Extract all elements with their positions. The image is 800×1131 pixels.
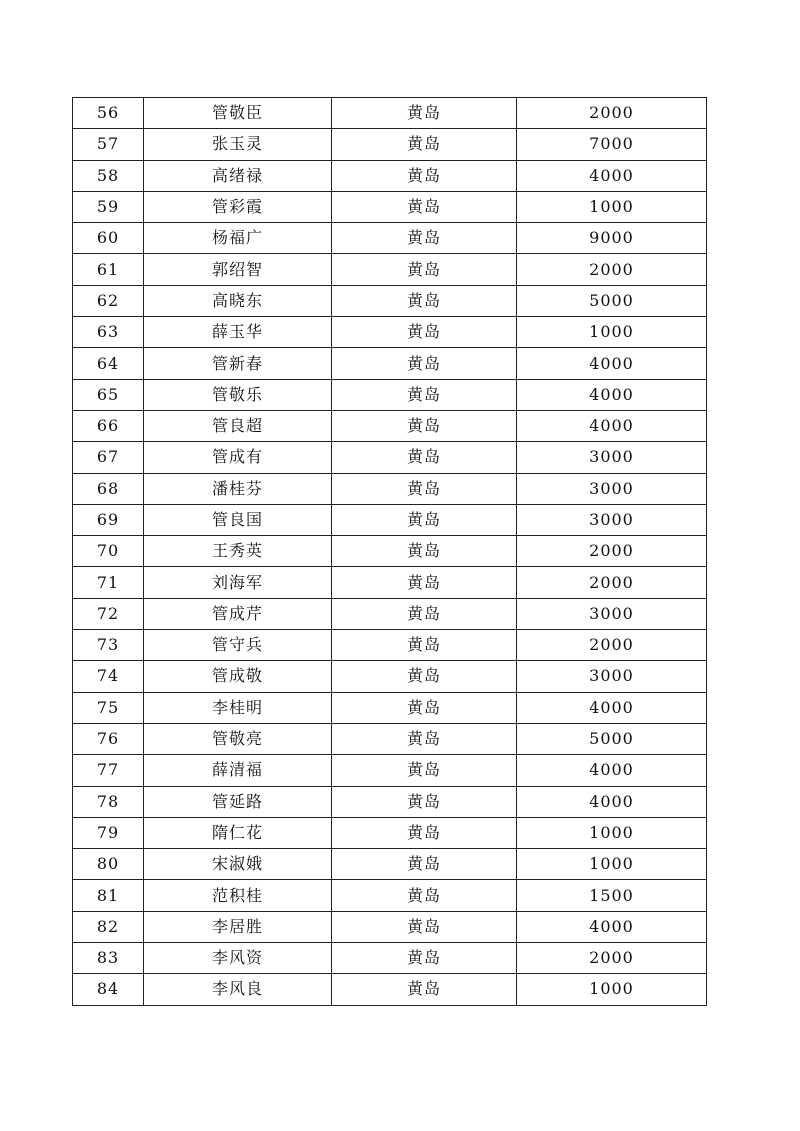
row-number-cell: 61 [73, 254, 144, 285]
table-row [73, 567, 707, 598]
region-cell: 黄岛 [332, 379, 517, 410]
table-row [73, 410, 707, 441]
row-number-cell: 64 [73, 348, 144, 379]
region-cell: 黄岛 [332, 880, 517, 911]
table-row [73, 473, 707, 504]
table-row [73, 598, 707, 629]
region-cell: 黄岛 [332, 317, 517, 348]
table-row [73, 755, 707, 786]
row-number-cell: 76 [73, 723, 144, 754]
amount-cell: 3000 [517, 661, 707, 692]
amount-cell: 4000 [517, 160, 707, 191]
table-row [73, 943, 707, 974]
amount-cell: 4000 [517, 786, 707, 817]
amount-cell: 9000 [517, 223, 707, 254]
region-cell: 黄岛 [332, 786, 517, 817]
region-cell: 黄岛 [332, 536, 517, 567]
amount-cell: 2000 [517, 98, 707, 129]
amount-cell: 4000 [517, 755, 707, 786]
table-row [73, 285, 707, 316]
name-cell: 管成敬 [144, 661, 332, 692]
amount-cell: 2000 [517, 943, 707, 974]
region-cell: 黄岛 [332, 285, 517, 316]
name-cell: 管成芹 [144, 598, 332, 629]
name-cell: 宋淑娥 [144, 849, 332, 880]
region-cell: 黄岛 [332, 254, 517, 285]
name-cell: 管敬乐 [144, 379, 332, 410]
row-number-cell: 81 [73, 880, 144, 911]
row-number-cell: 78 [73, 786, 144, 817]
row-number-cell: 66 [73, 410, 144, 441]
row-number-cell: 59 [73, 191, 144, 222]
name-cell: 张玉灵 [144, 129, 332, 160]
region-cell: 黄岛 [332, 348, 517, 379]
region-cell: 黄岛 [332, 723, 517, 754]
table-row [73, 129, 707, 160]
row-number-cell: 70 [73, 536, 144, 567]
table-row [73, 911, 707, 942]
amount-cell: 1000 [517, 817, 707, 848]
amount-cell: 4000 [517, 348, 707, 379]
amount-cell: 2000 [517, 630, 707, 661]
region-cell: 黄岛 [332, 817, 517, 848]
name-cell: 李桂明 [144, 692, 332, 723]
name-cell: 李居胜 [144, 911, 332, 942]
row-number-cell: 56 [73, 98, 144, 129]
name-cell: 刘海军 [144, 567, 332, 598]
row-number-cell: 73 [73, 630, 144, 661]
table-row [73, 786, 707, 817]
name-cell: 管守兵 [144, 630, 332, 661]
name-cell: 管良国 [144, 504, 332, 535]
row-number-cell: 84 [73, 974, 144, 1005]
row-number-cell: 83 [73, 943, 144, 974]
table-row [73, 348, 707, 379]
name-cell: 杨福广 [144, 223, 332, 254]
region-cell: 黄岛 [332, 598, 517, 629]
table-row [73, 817, 707, 848]
amount-cell: 4000 [517, 911, 707, 942]
table-row [73, 504, 707, 535]
table-row [73, 442, 707, 473]
region-cell: 黄岛 [332, 849, 517, 880]
name-cell: 王秀英 [144, 536, 332, 567]
row-number-cell: 72 [73, 598, 144, 629]
name-cell: 管新春 [144, 348, 332, 379]
region-cell: 黄岛 [332, 630, 517, 661]
region-cell: 黄岛 [332, 191, 517, 222]
region-cell: 黄岛 [332, 943, 517, 974]
name-cell: 范积桂 [144, 880, 332, 911]
table-row [73, 692, 707, 723]
table-row [73, 974, 707, 1005]
table-row [73, 191, 707, 222]
name-cell: 管彩霞 [144, 191, 332, 222]
row-number-cell: 58 [73, 160, 144, 191]
name-cell: 隋仁花 [144, 817, 332, 848]
amount-cell: 5000 [517, 285, 707, 316]
region-cell: 黄岛 [332, 160, 517, 191]
row-number-cell: 63 [73, 317, 144, 348]
amount-cell: 4000 [517, 692, 707, 723]
region-cell: 黄岛 [332, 755, 517, 786]
region-cell: 黄岛 [332, 129, 517, 160]
table-body [73, 98, 707, 1006]
region-cell: 黄岛 [332, 567, 517, 598]
amount-cell: 3000 [517, 442, 707, 473]
row-number-cell: 62 [73, 285, 144, 316]
name-cell: 李风资 [144, 943, 332, 974]
amount-cell: 3000 [517, 473, 707, 504]
amount-cell: 1000 [517, 849, 707, 880]
table-row [73, 379, 707, 410]
row-number-cell: 69 [73, 504, 144, 535]
table-row [73, 849, 707, 880]
region-cell: 黄岛 [332, 473, 517, 504]
amount-cell: 4000 [517, 379, 707, 410]
data-table [72, 97, 707, 1006]
region-cell: 黄岛 [332, 692, 517, 723]
name-cell: 薛清福 [144, 755, 332, 786]
row-number-cell: 82 [73, 911, 144, 942]
amount-cell: 1000 [517, 317, 707, 348]
region-cell: 黄岛 [332, 911, 517, 942]
amount-cell: 2000 [517, 536, 707, 567]
region-cell: 黄岛 [332, 223, 517, 254]
table-row [73, 661, 707, 692]
table-row [73, 536, 707, 567]
name-cell: 管成有 [144, 442, 332, 473]
row-number-cell: 65 [73, 379, 144, 410]
amount-cell: 3000 [517, 598, 707, 629]
amount-cell: 7000 [517, 129, 707, 160]
amount-cell: 2000 [517, 567, 707, 598]
name-cell: 高绪禄 [144, 160, 332, 191]
amount-cell: 4000 [517, 410, 707, 441]
region-cell: 黄岛 [332, 98, 517, 129]
row-number-cell: 79 [73, 817, 144, 848]
name-cell: 管敬亮 [144, 723, 332, 754]
amount-cell: 1000 [517, 974, 707, 1005]
row-number-cell: 71 [73, 567, 144, 598]
row-number-cell: 67 [73, 442, 144, 473]
name-cell: 李风良 [144, 974, 332, 1005]
amount-cell: 3000 [517, 504, 707, 535]
table-row [73, 254, 707, 285]
name-cell: 管延路 [144, 786, 332, 817]
row-number-cell: 74 [73, 661, 144, 692]
name-cell: 管敬臣 [144, 98, 332, 129]
amount-cell: 1000 [517, 191, 707, 222]
row-number-cell: 57 [73, 129, 144, 160]
amount-cell: 1500 [517, 880, 707, 911]
region-cell: 黄岛 [332, 974, 517, 1005]
table-row [73, 880, 707, 911]
table-row [73, 630, 707, 661]
name-cell: 薛玉华 [144, 317, 332, 348]
row-number-cell: 60 [73, 223, 144, 254]
table-row [73, 98, 707, 129]
row-number-cell: 68 [73, 473, 144, 504]
region-cell: 黄岛 [332, 442, 517, 473]
name-cell: 管良超 [144, 410, 332, 441]
region-cell: 黄岛 [332, 504, 517, 535]
name-cell: 郭绍智 [144, 254, 332, 285]
name-cell: 高晓东 [144, 285, 332, 316]
row-number-cell: 77 [73, 755, 144, 786]
name-cell: 潘桂芬 [144, 473, 332, 504]
amount-cell: 5000 [517, 723, 707, 754]
row-number-cell: 75 [73, 692, 144, 723]
amount-cell: 2000 [517, 254, 707, 285]
table-row [73, 317, 707, 348]
row-number-cell: 80 [73, 849, 144, 880]
table-row [73, 223, 707, 254]
region-cell: 黄岛 [332, 410, 517, 441]
table-row [73, 723, 707, 754]
table-row [73, 160, 707, 191]
region-cell: 黄岛 [332, 661, 517, 692]
